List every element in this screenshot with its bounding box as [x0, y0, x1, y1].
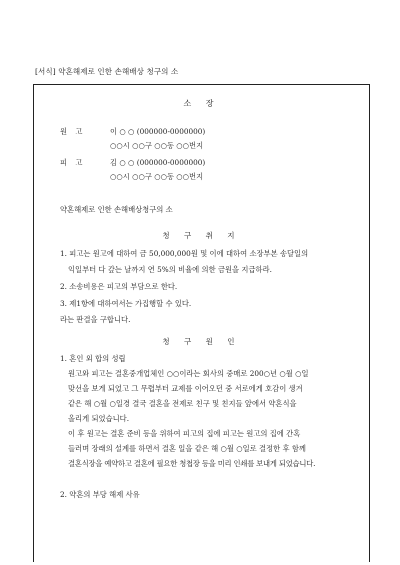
- paragraph2-line3: 결혼식장을 예약하고 결혼에 필요한 청첩장 등을 미리 인쇄를 보내게 되었습니다.: [68, 459, 316, 468]
- claim-item-1a: 1. 피고는 원고에 대하여 금 50,000,000원 및 이에 대하여 소장부본 송달일의: [60, 249, 309, 258]
- document-title: 소 장: [183, 99, 220, 108]
- claim-item-3: 3. 제1항에 대하여서는 가집행할 수 있다.: [60, 299, 192, 308]
- defendant-address: ○○시 ○○구 ○○동 ○○번지: [110, 172, 204, 181]
- cause-subsection-1-title: 1. 혼인 외 합의 성립: [60, 354, 126, 363]
- paragraph1-line2: 맞선을 보게 되었고 그 무렵부터 교제를 이어오던 중 서로에게 호감이 생겨: [68, 384, 303, 393]
- claim-heading: 청 구 취 지: [162, 231, 241, 240]
- paragraph1-line3: 같은 해 ○월 ○일경 결국 결혼을 전제로 친구 및 친지들 앞에서 약혼식을: [68, 399, 297, 408]
- defendant-role: 피 고: [60, 158, 86, 167]
- plaintiff-address: ○○시 ○○구 ○○동 ○○번지: [110, 141, 204, 150]
- defendant-name-id: 김 ○ ○ (000000-0000000): [110, 158, 206, 167]
- cause-heading: 청 구 원 인: [162, 337, 241, 346]
- cause-subsection-2-title: 2. 약혼의 부당 해제 사유: [60, 490, 140, 499]
- claim-item-2: 2. 소송비용은 피고의 부담으로 한다.: [60, 282, 178, 291]
- form-label: [서식] 약혼해제로 인한 손해배상 청구의 소: [35, 67, 179, 76]
- claim-conclusion: 라는 판결을 구합니다.: [60, 315, 131, 324]
- paragraph2-line2: 들러며 장래의 설계를 하면서 결혼 일을 같은 해 ○월 ○일로 결정한 후 함께: [68, 444, 306, 453]
- plaintiff-name-id: 이 ○ ○ (000000-0000000): [110, 127, 206, 136]
- case-name: 약혼해제로 인한 손해배상청구의 소: [60, 205, 173, 214]
- paragraph1-line4: 올리게 되었습니다.: [68, 414, 130, 423]
- claim-item-1b: 익일부터 다 갚는 날까지 연 5%의 비율에 의한 금원을 지급하라.: [68, 265, 272, 274]
- plaintiff-role: 원 고: [60, 127, 86, 136]
- paragraph2-line1: 이 후 원고는 결혼 준비 등을 위하여 피고의 집에 피고는 원고의 집에 간혹: [68, 429, 301, 438]
- paragraph1-line1: 원고와 피고는 결혼중개업체인 ○○이라는 회사의 중매로 200○년 ○월 ○일: [68, 369, 309, 378]
